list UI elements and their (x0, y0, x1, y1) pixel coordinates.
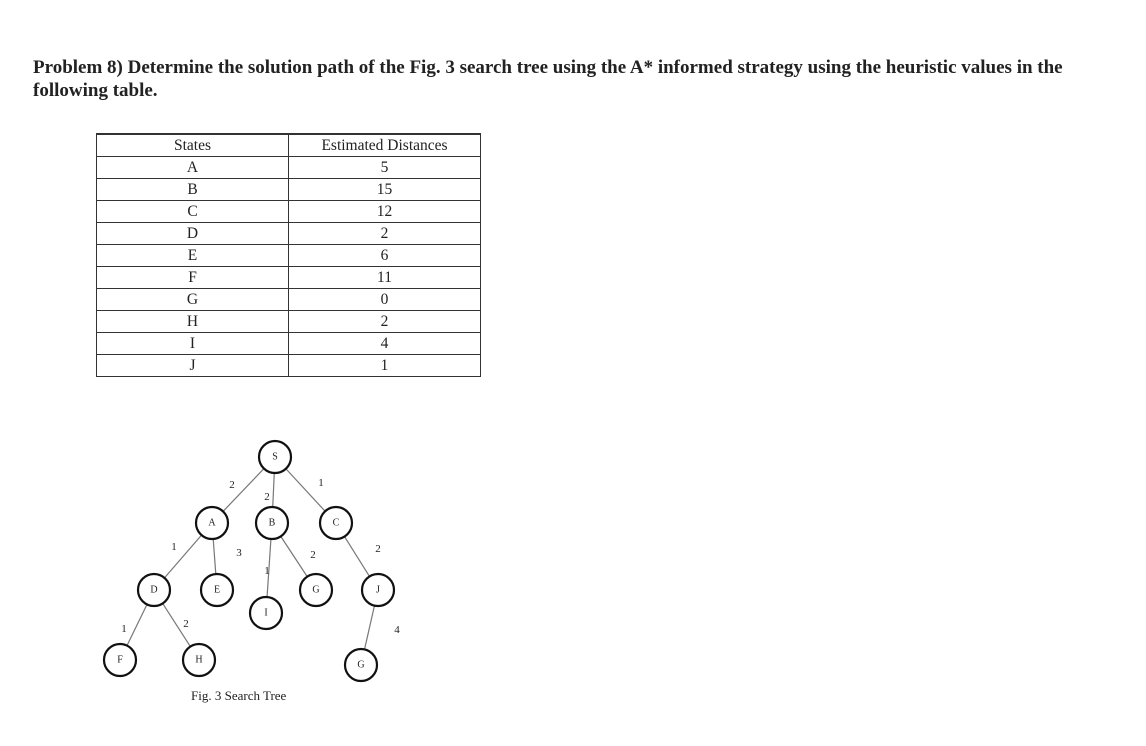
tree-edge-b-g1 (281, 536, 307, 576)
state-cell: E (97, 245, 289, 267)
edge-cost-label: 1 (121, 623, 127, 635)
edge-cost-label: 4 (394, 624, 400, 636)
tree-node-f (104, 644, 136, 676)
tree-edge-s-c (286, 469, 325, 511)
distance-cell: 5 (289, 157, 481, 179)
problem-statement: Problem 8) Determine the solution path of the Fig. 3 search tree using the A* informed strategy using the heuristic values in the following table. (33, 57, 1063, 101)
tree-node-a (196, 507, 228, 539)
state-cell: A (97, 157, 289, 179)
state-cell: I (97, 333, 289, 355)
tree-nodes (104, 441, 394, 681)
edge-cost-label: 1 (171, 541, 177, 553)
edge-cost-label: 1 (318, 477, 324, 489)
state-cell: H (97, 311, 289, 333)
state-cell: B (97, 179, 289, 201)
distance-cell: 12 (289, 201, 481, 223)
header-estimated-distances: Estimated Distances (289, 134, 481, 157)
edge-cost-label: 2 (310, 549, 316, 561)
distance-cell: 11 (289, 267, 481, 289)
distance-cell: 2 (289, 223, 481, 245)
state-cell: D (97, 223, 289, 245)
tree-node-s (259, 441, 291, 473)
state-cell: G (97, 289, 289, 311)
state-cell: F (97, 267, 289, 289)
tree-edge-a-d (164, 535, 201, 578)
tree-edge-j-g2 (365, 606, 375, 650)
node-label: A (208, 517, 216, 529)
tree-edge-d-f (127, 604, 147, 645)
node-label: F (117, 654, 123, 666)
node-label: I (264, 607, 268, 619)
state-cell: C (97, 201, 289, 223)
tree-node-g1 (300, 574, 332, 606)
distance-cell: 6 (289, 245, 481, 267)
tree-node-j (362, 574, 394, 606)
edge-cost-label: 3 (236, 547, 242, 559)
tree-node-g2 (345, 649, 377, 681)
tree-node-d (138, 574, 170, 606)
node-label: D (150, 584, 158, 596)
node-label: J (376, 584, 380, 596)
tree-edge-s-b (273, 473, 275, 507)
tree-node-i (250, 597, 282, 629)
edge-cost-label: 2 (375, 543, 381, 555)
distance-cell: 4 (289, 333, 481, 355)
node-label: S (272, 451, 278, 463)
node-label: B (268, 517, 276, 529)
tree-edges (127, 469, 374, 650)
tree-edge-c-j (344, 537, 369, 577)
state-cell: J (97, 355, 289, 377)
header-states: States (97, 134, 289, 157)
tree-node-c (320, 507, 352, 539)
tree-edge-a-e (213, 539, 216, 574)
node-label: C (332, 517, 340, 529)
node-label: G (357, 659, 365, 671)
distance-cell: 1 (289, 355, 481, 377)
node-label: G (312, 584, 320, 596)
node-label: E (213, 584, 221, 596)
tree-node-h (183, 644, 215, 676)
edge-cost-label: 2 (264, 491, 270, 503)
figure-caption: Fig. 3 Search Tree (191, 688, 287, 703)
distance-cell: 2 (289, 311, 481, 333)
node-label: H (195, 654, 203, 666)
tree-node-b (256, 507, 288, 539)
distance-cell: 0 (289, 289, 481, 311)
edge-cost-label: 2 (183, 618, 189, 630)
distance-cell: 15 (289, 179, 481, 201)
tree-node-e (201, 574, 233, 606)
edge-cost-label: 2 (229, 479, 235, 491)
edge-cost-label: 1 (264, 565, 270, 577)
